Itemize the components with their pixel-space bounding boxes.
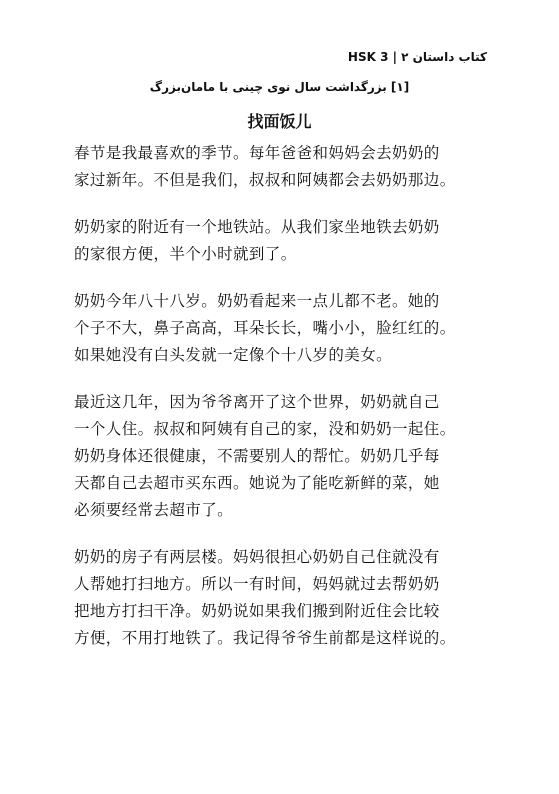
paragraph-5 bbox=[74, 544, 490, 652]
text-line: 家过新年。不但是我们，叔叔和阿姨都会去奶奶那边。 bbox=[74, 171, 456, 189]
text-line: 奶奶今年八十八岁。奶奶看起来一点儿都不老。她的 bbox=[74, 292, 440, 310]
text-line: 如果她没有白头发就一定像个十八岁的美女。 bbox=[74, 346, 393, 364]
text-line: 天都自己去超市买东西。她说为了能吃新鲜的菜，她 bbox=[74, 474, 440, 492]
story-title: 找面饭儿 bbox=[247, 112, 312, 131]
text-line: 奶奶身体还很健康，不需要别人的帮忙。奶奶几乎每 bbox=[74, 447, 440, 465]
text-line: 一个人住。叔叔和阿姨有自己的家，没和奶奶一起住。 bbox=[74, 420, 456, 438]
chapter-title: [۱] بزرگداشت سال نوی چینی با مامان‌بزرگ bbox=[149, 80, 410, 94]
text-line: 的家很方便，半个小时就到了。 bbox=[74, 245, 297, 263]
text-line: 方便，不用打地铁了。我记得爷爷生前都是这样说的。 bbox=[74, 629, 456, 647]
paragraph-1 bbox=[74, 140, 490, 194]
story-body bbox=[74, 140, 490, 672]
page-header: کتاب داستان HSK 3 | ۲ bbox=[347, 50, 487, 64]
text-line: 必须要经常去超市了。 bbox=[74, 501, 234, 519]
text-line: 奶奶的房子有两层楼。妈妈很担心奶奶自己住就没有 bbox=[74, 548, 440, 566]
text-line: 人帮她打扫地方。所以一有时间，妈妈就过去帮奶奶 bbox=[74, 575, 440, 593]
paragraph-4 bbox=[74, 389, 490, 524]
text-line: 把地方打扫干净。奶奶说如果我们搬到附近住会比较 bbox=[74, 602, 440, 620]
text-line: 奶奶家的附近有一个地铁站。从我们家坐地铁去奶奶 bbox=[74, 218, 440, 236]
paragraph-3 bbox=[74, 288, 490, 369]
text-line: 最近这几年，因为爷爷离开了这个世界，奶奶就自己 bbox=[74, 393, 440, 411]
text-line: 春节是我最喜欢的季节。每年爸爸和妈妈会去奶奶的 bbox=[74, 144, 440, 162]
paragraph-2 bbox=[74, 214, 490, 268]
text-line: 个子不大，鼻子高高，耳朵长长，嘴小小，脸红红的。 bbox=[74, 319, 456, 337]
